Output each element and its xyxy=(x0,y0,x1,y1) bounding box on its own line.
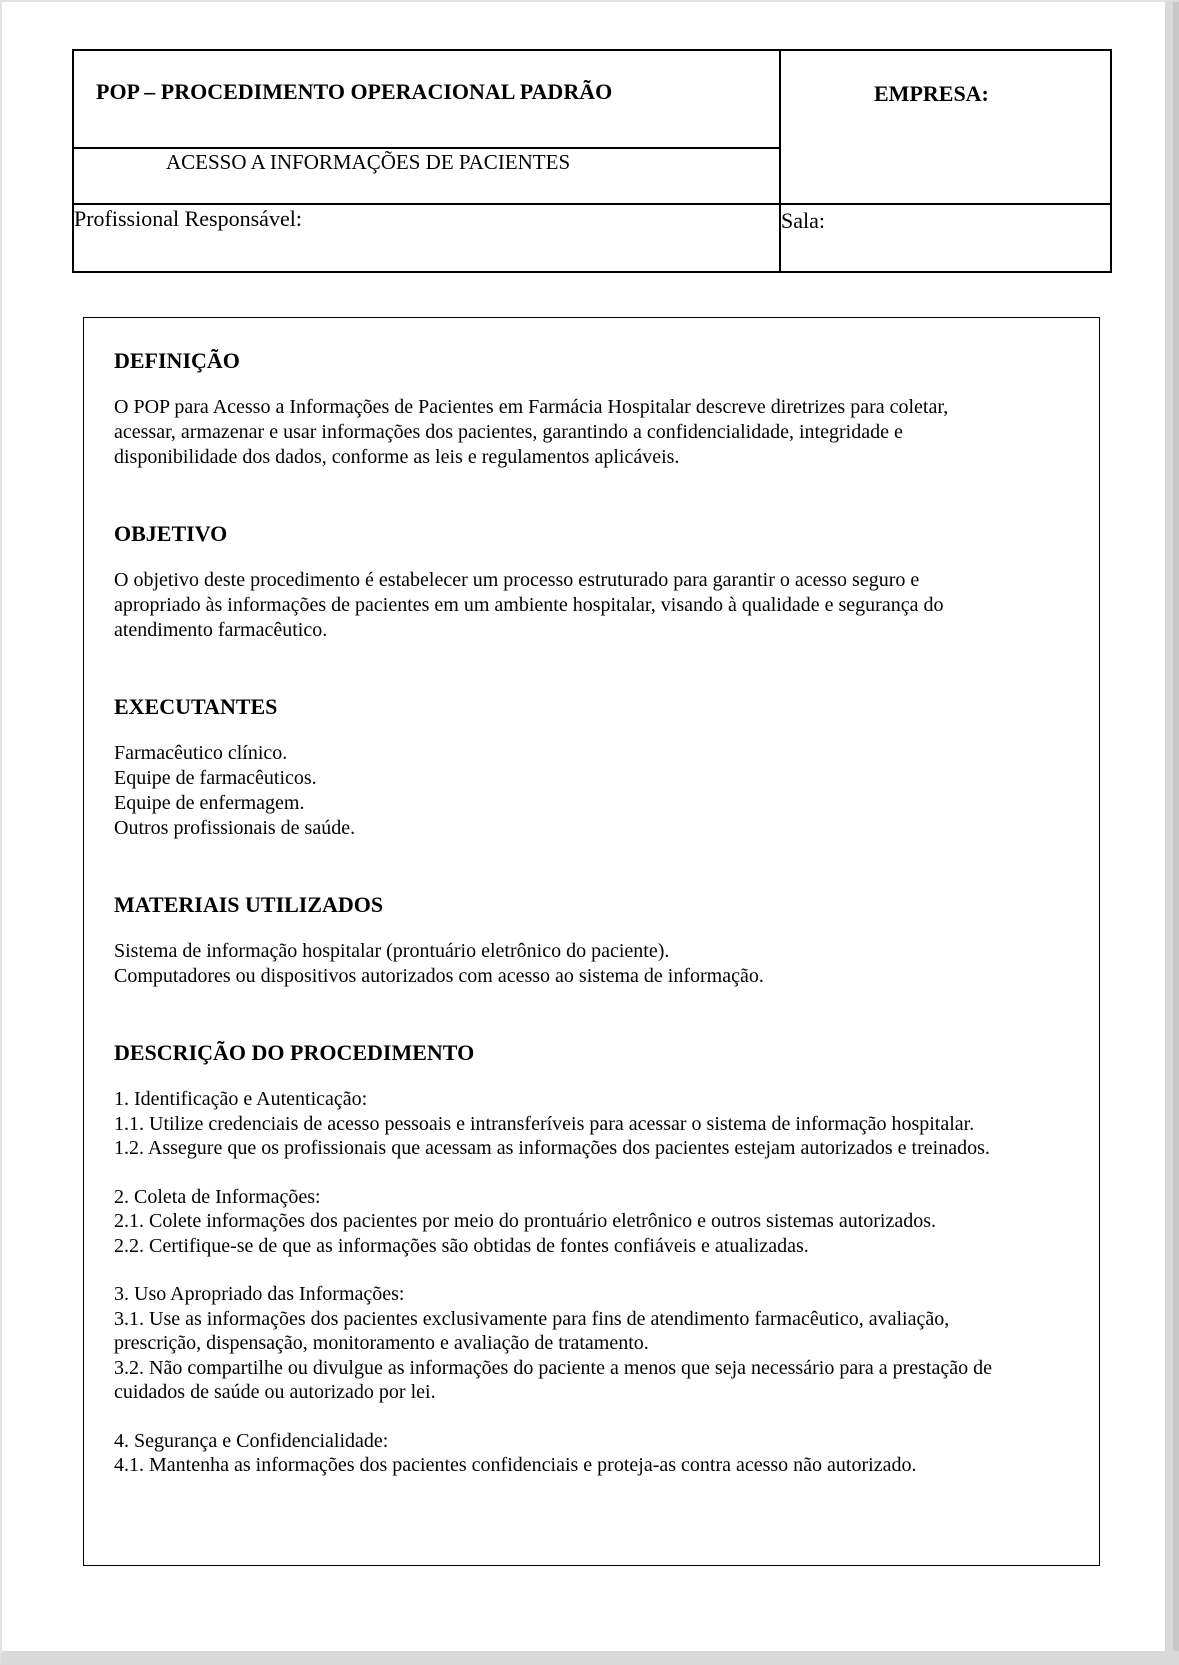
procedure-step xyxy=(114,1087,1099,1161)
step-item: 1.2. Assegure que os profissionais que acessam as informações dos pacientes estejam autorizados e treinados. xyxy=(114,1137,990,1159)
section-heading: OBJETIVO xyxy=(114,521,228,546)
procedure-step xyxy=(114,1429,1099,1478)
header-row-divider-2 xyxy=(74,203,1110,205)
step-title: 2. Coleta de Informações: xyxy=(114,1185,321,1208)
step-item: 3.1. Use as informações dos pacientes exclusivamente para fins de atendimento farmacêutico, avaliação, xyxy=(114,1307,950,1330)
section-materiais xyxy=(114,891,1099,989)
company-label: EMPRESA: xyxy=(874,81,989,106)
pop-title: POP – PROCEDIMENTO OPERACIONAL PADRÃO xyxy=(96,79,613,104)
section-heading: DEFINIÇÃO xyxy=(114,348,240,373)
procedure-step xyxy=(114,1282,1099,1405)
section-objetivo xyxy=(114,520,1099,643)
section-heading: EXECUTANTES xyxy=(114,694,278,719)
step-item: prescrição, dispensação, monitoramento e avaliação de tratamento. xyxy=(114,1332,649,1354)
section-text: Sistema de informação hospitalar (prontuário eletrônico do paciente). Computadores ou dispositivos autorizados com acesso ao sistema de informação. xyxy=(114,940,764,987)
section-text: O objetivo deste procedimento é estabelecer um processo estruturado para garantir o acesso seguro e apropriado às informações de pacientes em um ambiente hospitalar, visando à qualidade e segurança do atendimento farmacêutico. xyxy=(114,569,944,641)
step-title: 3. Uso Apropriado das Informações: xyxy=(114,1283,405,1305)
step-item: cuidados de saúde ou autorizado por lei. xyxy=(114,1381,436,1403)
section-heading: MATERIAIS UTILIZADOS xyxy=(114,892,384,917)
section-executantes xyxy=(114,693,1099,841)
content-box xyxy=(83,317,1100,1566)
procedure-step xyxy=(114,1185,1099,1259)
section-heading: DESCRIÇÃO DO PROCEDIMENTO xyxy=(114,1040,475,1065)
section-text: Farmacêutico clínico. Equipe de farmacêuticos. Equipe de enfermagem. Outros profissionais de saúde. xyxy=(114,742,356,839)
section-definicao xyxy=(114,347,1099,470)
header-column-divider xyxy=(779,51,781,271)
section-text: O POP para Acesso a Informações de Pacientes em Farmácia Hospitalar descreve diretrizes para coletar, acessar, armazenar e usar informações dos pacientes, garantindo a confidencialidade, integridade e disponibilidade dos dados, conforme as leis e regulamentos aplicáveis. xyxy=(114,396,949,468)
document-subtitle: ACESSO A INFORMAÇÕES DE PACIENTES xyxy=(166,150,571,174)
header-row-divider-1 xyxy=(74,147,779,149)
header-table xyxy=(72,49,1112,273)
room-label: Sala: xyxy=(781,208,825,233)
section-descricao xyxy=(114,1039,1099,1478)
step-title: 4. Segurança e Confidencialidade: xyxy=(114,1429,389,1452)
step-title: 1. Identificação e Autenticação: xyxy=(114,1088,368,1110)
step-item: 4.1. Mantenha as informações dos pacientes confidenciais e proteja-as contra acesso não autorizado. xyxy=(114,1454,917,1476)
procedure-steps xyxy=(114,1087,1099,1478)
step-item: 2.2. Certifique-se de que as informações são obtidas de fontes confiáveis e atualizadas. xyxy=(114,1234,809,1257)
step-item: 3.2. Não compartilhe ou divulgue as informações do paciente a menos que seja necessário para a prestação de xyxy=(114,1356,992,1379)
step-item: 1.1. Utilize credenciais de acesso pessoais e intransferíveis para acessar o sistema de informação hospitalar. xyxy=(114,1112,975,1135)
step-item: 2.1. Colete informações dos pacientes por meio do prontuário eletrônico e outros sistemas autorizados. xyxy=(114,1210,937,1232)
responsible-label: Profissional Responsável: xyxy=(74,206,302,231)
